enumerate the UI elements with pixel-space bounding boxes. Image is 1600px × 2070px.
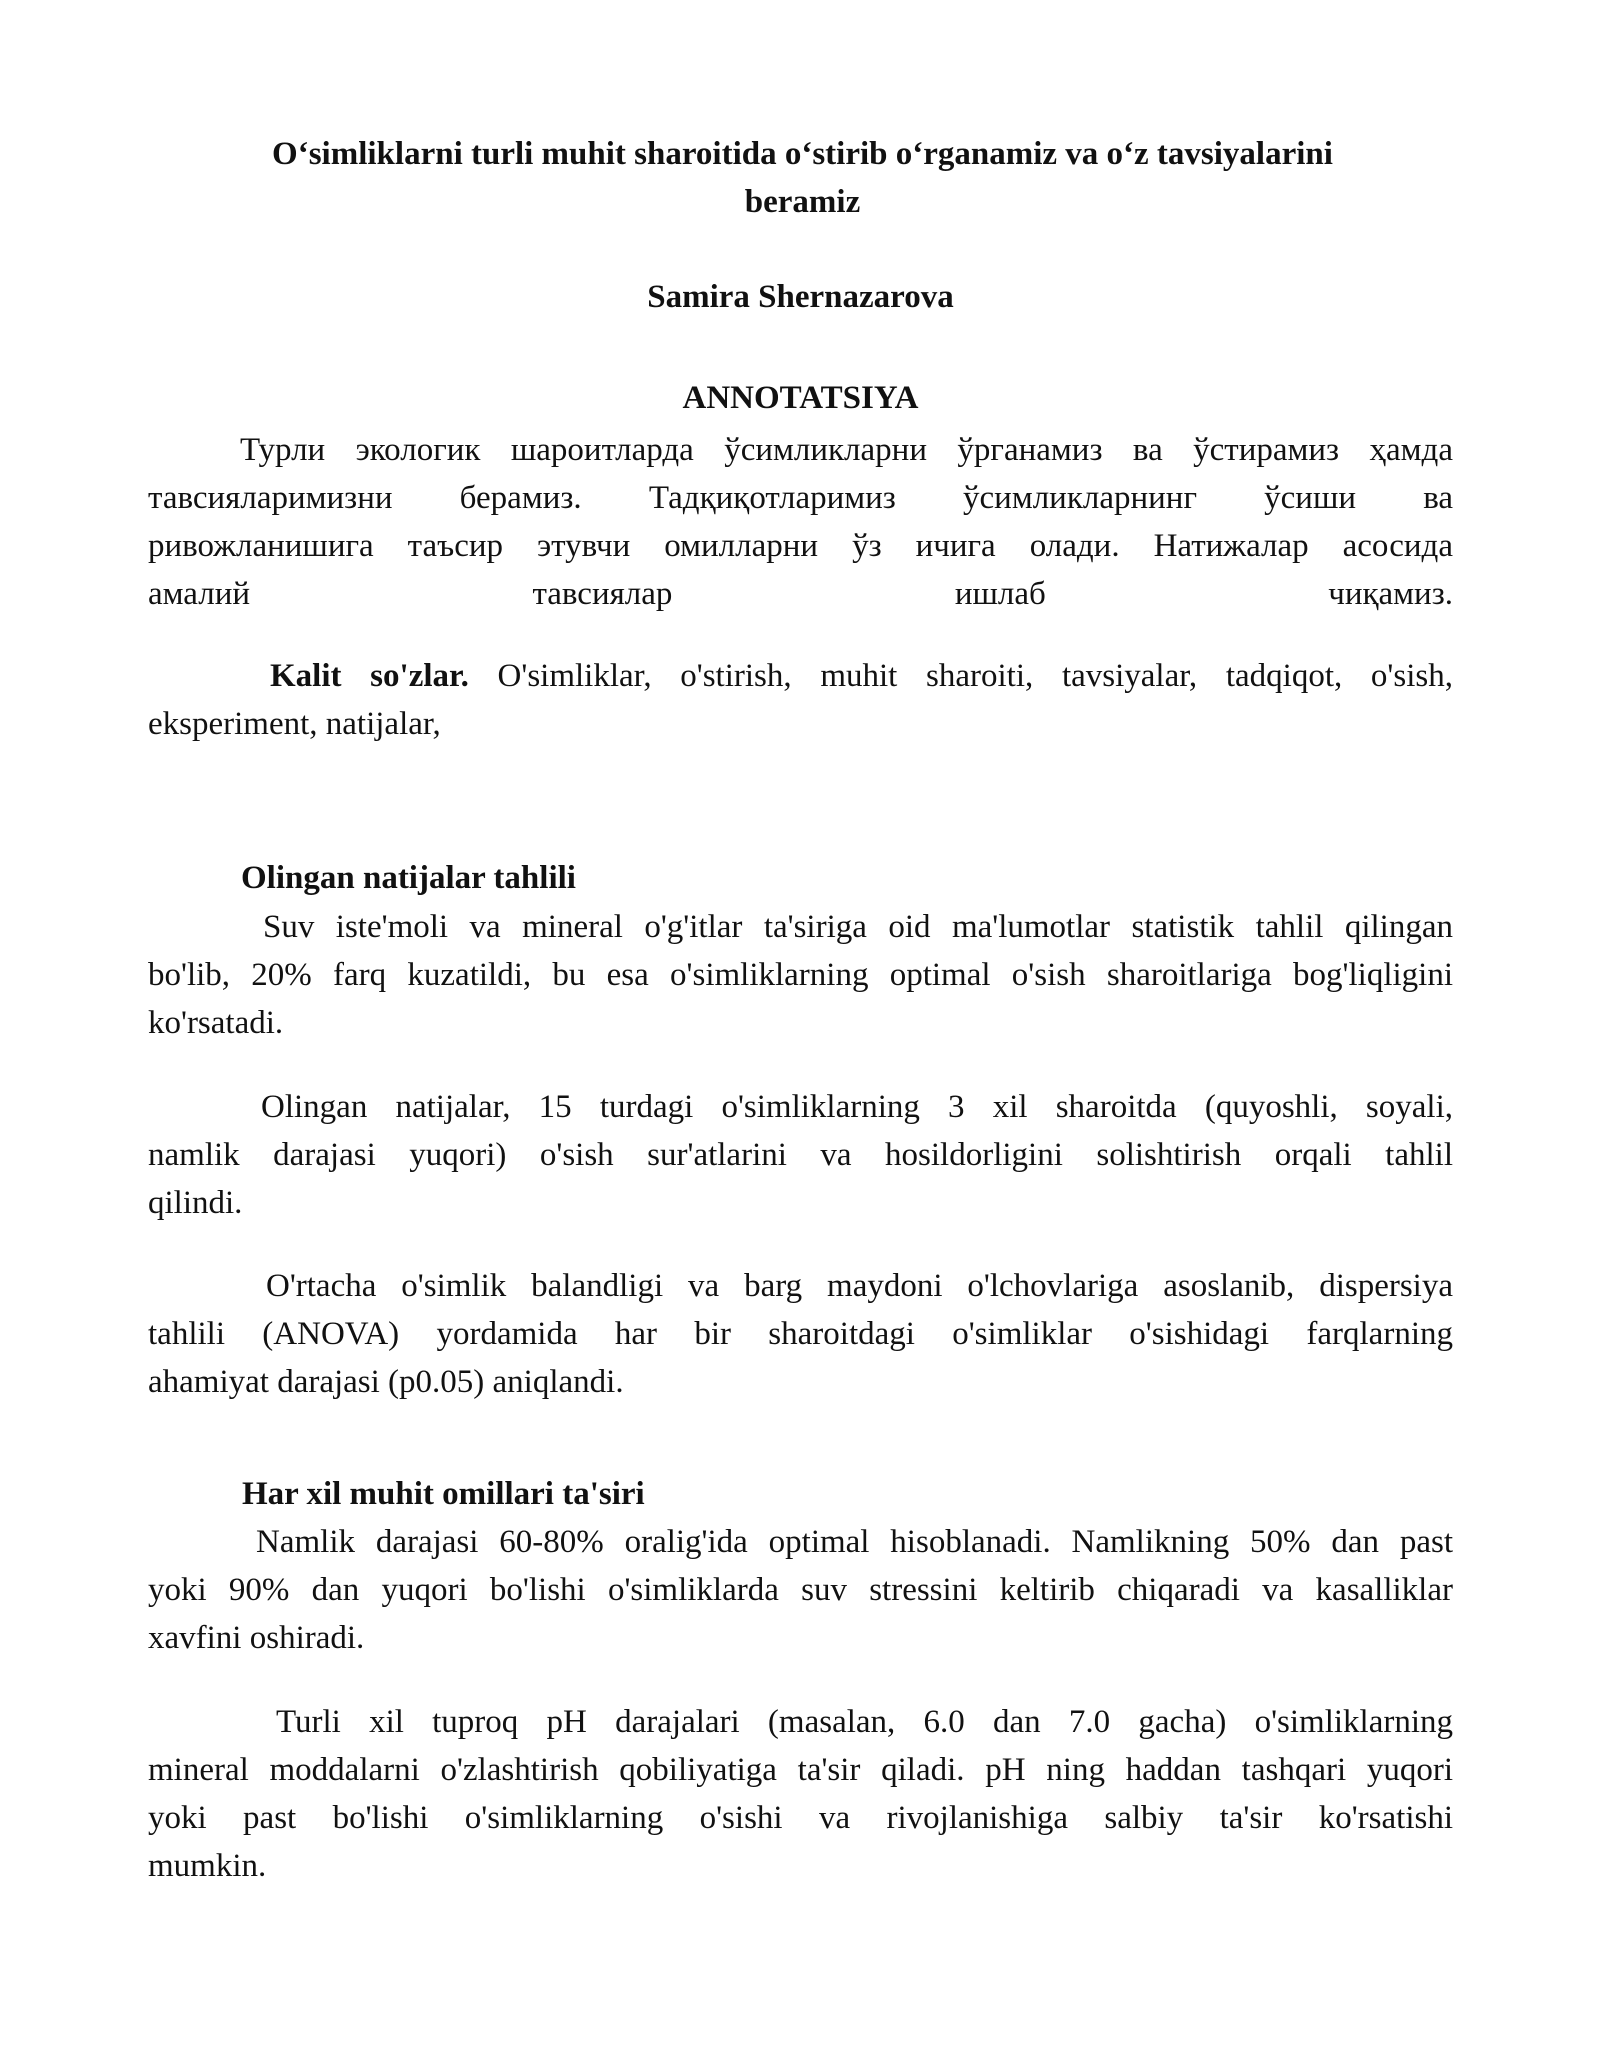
title-line-1: O‘simliklarni turli muhit sharoitida o‘stirib o‘rganamiz va o‘z tavsiyalarini bbox=[272, 136, 1333, 172]
keywords-line-2: eksperiment, natijalar, bbox=[148, 706, 441, 742]
annotation-body bbox=[148, 426, 1453, 618]
paragraph-line: tahlili (ANOVA) yordamida har bir sharoitdagi o'simliklar o'sishidagi farqlarning bbox=[148, 1316, 1453, 1352]
section-heading-factors: Har xil muhit omillari ta'siri bbox=[242, 1476, 645, 1512]
paragraph-line: namlik darajasi yuqori) o'sish sur'atlarini va hosildorligini solishtirish orqali tahlil bbox=[148, 1137, 1453, 1173]
paragraph-line: ko'rsatadi. bbox=[148, 1005, 284, 1041]
paragraph-line: yoki 90% dan yuqori bo'lishi o'simliklarda suv stressini keltirib chiqaradi va kasalliklar bbox=[148, 1572, 1453, 1608]
paragraph bbox=[148, 1083, 1453, 1227]
paper-title bbox=[205, 130, 1400, 226]
annotation-heading: ANNOTATSIYA bbox=[682, 380, 919, 416]
author-name: Samira Shernazarova bbox=[647, 279, 954, 315]
keywords-line-1 bbox=[148, 652, 1453, 700]
paragraph-line: Suv iste'moli va mineral o'g'itlar ta'siriga oid ma'lumotlar statistik tahlil qilingan bbox=[263, 909, 1453, 945]
keywords bbox=[148, 652, 1453, 748]
paragraph bbox=[148, 1698, 1453, 1890]
paragraph-line: ahamiyat darajasi (p0.05) aniqlandi. bbox=[148, 1364, 624, 1400]
paragraph-line: Turli xil tuproq pH darajalari (masalan, 6.0 dan 7.0 gacha) o'simliklarning bbox=[276, 1704, 1453, 1740]
annotation-line: амалий тавсиялар ишлаб чиқамиз. bbox=[148, 576, 1453, 612]
title-line-2: beramiz bbox=[744, 184, 861, 220]
section-heading-results: Olingan natijalar tahlili bbox=[241, 860, 576, 896]
paragraph-line: yoki past bo'lishi o'simliklarning o'sishi va rivojlanishiga salbiy ta'sir ko'rsatishi bbox=[148, 1800, 1453, 1836]
paragraph-line: bo'lib, 20% farq kuzatildi, bu esa o'simliklarning optimal o'sish sharoitlariga bog'liqligini bbox=[148, 957, 1453, 993]
paragraph-line: O'rtacha o'simlik balandligi va barg maydoni o'lchovlariga asoslanib, dispersiya bbox=[266, 1268, 1453, 1304]
paragraph-line: xavfini oshiradi. bbox=[148, 1620, 365, 1656]
paragraph-line: Olingan natijalar, 15 turdagi o'simliklarning 3 xil sharoitda (quyoshli, soyali, bbox=[261, 1089, 1453, 1125]
paragraph bbox=[148, 903, 1453, 1047]
annotation-line: Турли экологик шароитларда ўсимликларни ўрганамиз ва ўстирамиз ҳамда bbox=[240, 432, 1453, 468]
paragraph-line: mumkin. bbox=[148, 1848, 267, 1884]
paragraph bbox=[148, 1518, 1453, 1662]
keywords-text: O'simliklar, o'stirish, muhit sharoiti, tavsiyalar, tadqiqot, o'sish, bbox=[468, 658, 1453, 694]
paragraph-line: mineral moddalarni o'zlashtirish qobiliyatiga ta'sir qiladi. pH ning haddan tashqari yuqori bbox=[148, 1752, 1453, 1788]
paragraph bbox=[148, 1262, 1453, 1406]
keywords-label: Kalit so'zlar. bbox=[270, 658, 469, 694]
paragraph-line: Namlik darajasi 60-80% oralig'ida optimal hisoblanadi. Namlikning 50% dan past bbox=[256, 1524, 1453, 1560]
paragraph-line: qilindi. bbox=[148, 1185, 243, 1221]
annotation-line: ривожланишига таъсир этувчи омилларни ўз ичига олади. Натижалар асосида bbox=[148, 528, 1453, 564]
annotation-line: тавсияларимизни берамиз. Тадқиқотларимиз ўсимликларнинг ўсиши ва bbox=[148, 480, 1453, 516]
